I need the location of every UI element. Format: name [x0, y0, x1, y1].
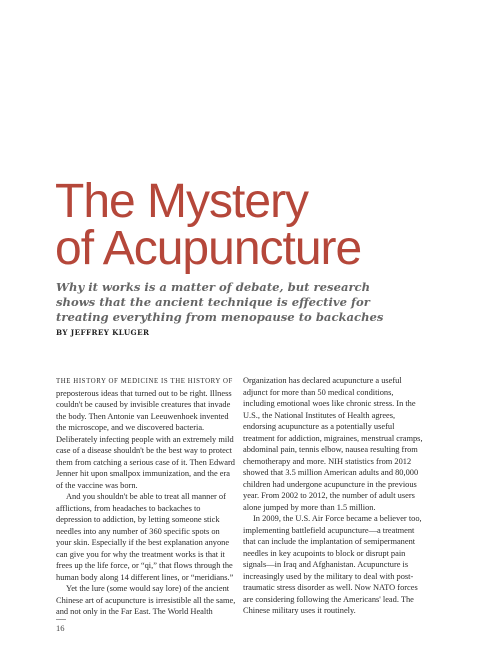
- body-column-left: [56, 375, 237, 618]
- body-column-right: [243, 375, 424, 617]
- body-paragraph-2: And you shouldn't be able to treat all manner of afflictions, from headaches to backaches to depression to addiction, by letting someone stick needles into any number of 360 specific spots on your skin. Especially if the best explanation anyone can give you for why the treatment works is that it frees up the life force, or “qi,” that flows through the human body along 14 different lines, or “meridians.”: [56, 492, 234, 582]
- byline: BY JEFFREY KLUGER: [56, 328, 150, 337]
- folio-rule: [56, 619, 66, 620]
- body-paragraph-5: In 2009, the U.S. Air Force became a believer too, implementing battlefield acupuncture—a treatment that can include the implantation of semipermanent needles in key acupoints to block or disrupt pain signals—in Iraq and Afghanistan. Acupuncture is increasingly used by the military to deal with post-traumatic stress disorder as well. Now NATO forces are considering following the Americans' lead. The Chinese military uses it routinely.: [243, 514, 422, 615]
- lead-in: THE HISTORY OF MEDICINE IS THE HISTORY OF: [56, 378, 233, 385]
- article-subtitle: Why it works is a matter of debate, but research shows that the ancient technique is effective for treating everything from menopause to backaches: [56, 280, 384, 324]
- title-line-1: The Mystery: [55, 175, 309, 228]
- page-number: 16: [56, 623, 65, 633]
- body-paragraph-1: [56, 375, 237, 491]
- title-line-2: of Acupuncture: [55, 222, 362, 275]
- body-paragraph-4: Organization has declared acupuncture a useful adjunct for more than 50 medical conditions, including emotional woes like chronic stress. In the U.S., the National Institutes of Health agrees, endorsing acupuncture as a potentially useful treatment for addiction, migraines, menstrual cramps, abdominal pain, tennis elbow, nausea resulting from chemotherapy and more. NIH statistics from 2012 showed that 3.5 million American adults and 80,000 children had undergone acupuncture in the previous year. From 2002 to 2012, the number of adult users alone jumped by more than 1.5 million.: [243, 376, 423, 512]
- article-title: [55, 175, 455, 275]
- paragraph-1-text: preposterous ideas that turned out to be right. Illness couldn't be caused by invisible creatures that invade the body. Then Antonie van Leeuwenhoek invented the microscope, and we discovered bacteria. Deliberately infecting people with an extremely mild case of a disease shouldn't be the best way to protect them from catching a serious case of it. Then Edward Jenner hit upon smallpox immunization, and the era of the vaccine was born.: [56, 388, 235, 490]
- body-paragraph-3: Yet the lure (some would say lore) of the ancient Chinese art of acupuncture is irresistible all the same, and not only in the Far East. The World Health: [56, 584, 236, 616]
